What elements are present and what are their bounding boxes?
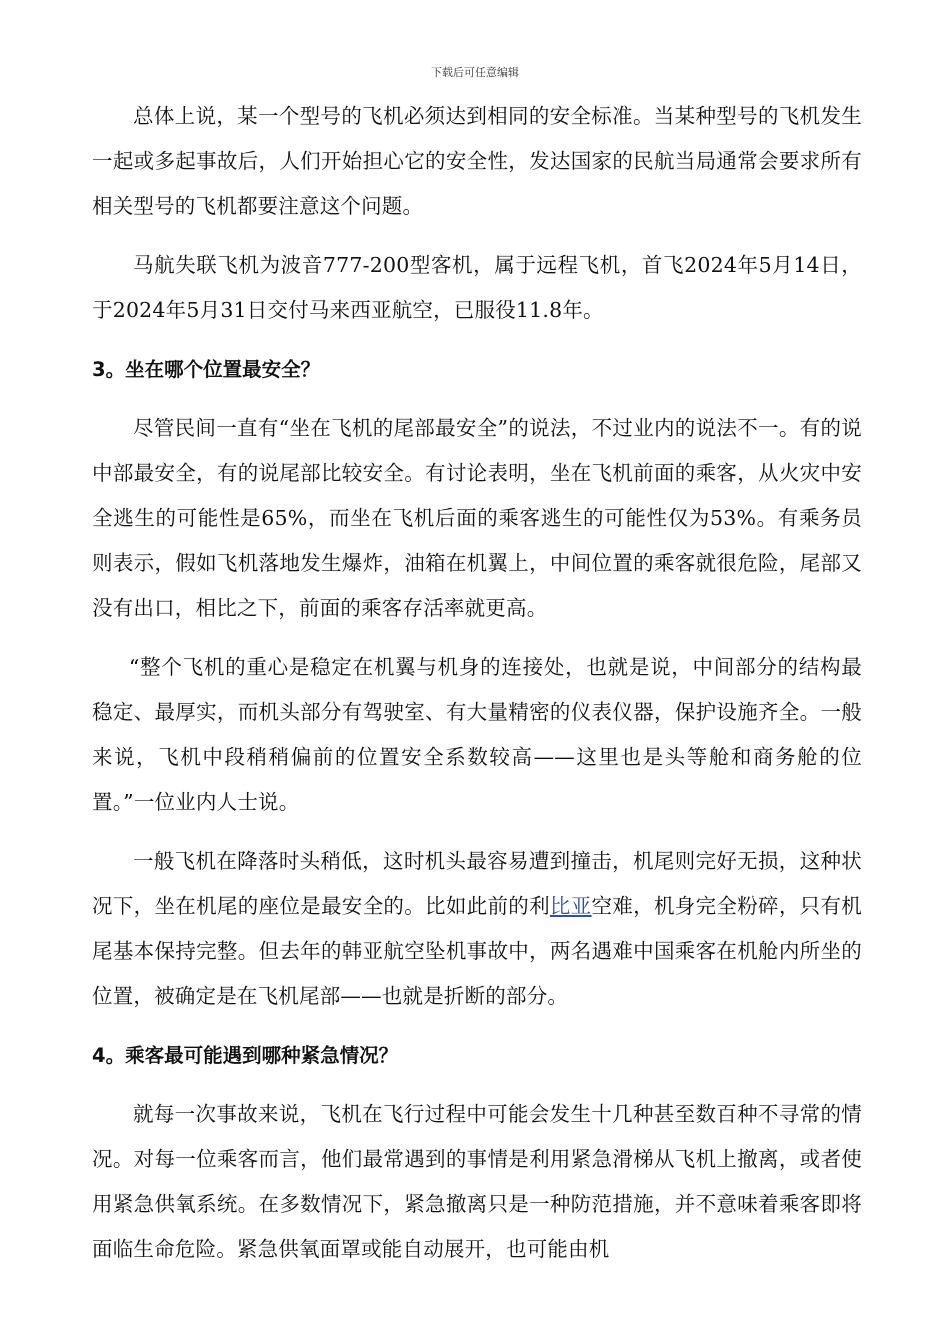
paragraph-safety-standard: 总体上说，某一个型号的飞机必须达到相同的安全标准。当某种型号的飞机发生一起或多起事故后，人们开始担心它的安全性，发达国家的民航当局通常会要求所有相关型号的飞机都要注意这个问题。 [92,104,862,218]
paragraph-text-segment: 一般飞机在降落时头稍低，这时机头最容易遭到撞击，机尾则完好无损，这种状况下，坐在机尾的座位是最安全的。比如此前的利 [92,849,862,918]
document-body [92,94,862,1286]
paragraph-emergency-evacuation: 就每一次事故来说，飞机在飞行过程中可能会发生十几种甚至数百种不寻常的情况。对每一位乘客而言，他们最常遇到的事情是利用紧急滑梯从飞机上撤离，或者使用紧急供氧系统。在多数情况下，紧急撤离只是一种防范措施，并不意味着乘客即将面临生命危险。紧急供氧面罩或能自动展开，也可能由机 [92,1102,862,1261]
paragraph-text-segment: 空难，机身完全粉碎，只有机尾基本保持完整。但去年的韩亚航空坠机事故中，两名遇难中国乘客在机舱内所坐的位置，被确定是在飞机尾部——也就是折断的部分。 [92,894,863,1008]
paragraph-landing-tail-safety [92,839,862,1019]
paragraph-mh-aircraft-info: 马航失联飞机为波音777-200型客机，属于远程飞机，首飞2024年5月14日，于2024年5月31日交付马来西亚航空，已服役11.8年。 [92,253,862,322]
page-header: 下载后可任意编辑 [431,66,519,79]
paragraph-center-of-gravity-quote: “整个飞机的重心是稳定在机翼与机身的连接处，也就是说，中间部分的结构最稳定、最厚实，而机头部分有驾驶室、有大量精密的仪表仪器，保护设施齐全。一般来说，飞机中段稍稍偏前的位置安全系数较高——这里也是头等舱和商务舱的位置。”一位业内人士说。 [92,655,862,814]
paragraph-seat-opinions: 尽管民间一直有“坐在飞机的尾部最安全”的说法，不过业内的说法不一。有的说中部最安全，有的说尾部比较安全。有讨论表明，坐在飞机前面的乘客，从火灾中安全逃生的可能性是65%，而坐在飞机后面的乘客逃生的可能性仅为53%。有乘务员则表示，假如飞机落地发生爆炸，油箱在机翼上，中间位置的乘客就很危险，尾部又没有出口，相比之下，前面的乘客存活率就更高。 [92,416,862,620]
heading-emergency-situations: 4。乘客最可能遇到哪种紧急情况？ [92,1044,399,1067]
libya-link[interactable]: 比亚 [549,894,592,918]
heading-safest-seat: 3。坐在哪个位置最安全？ [92,358,321,381]
